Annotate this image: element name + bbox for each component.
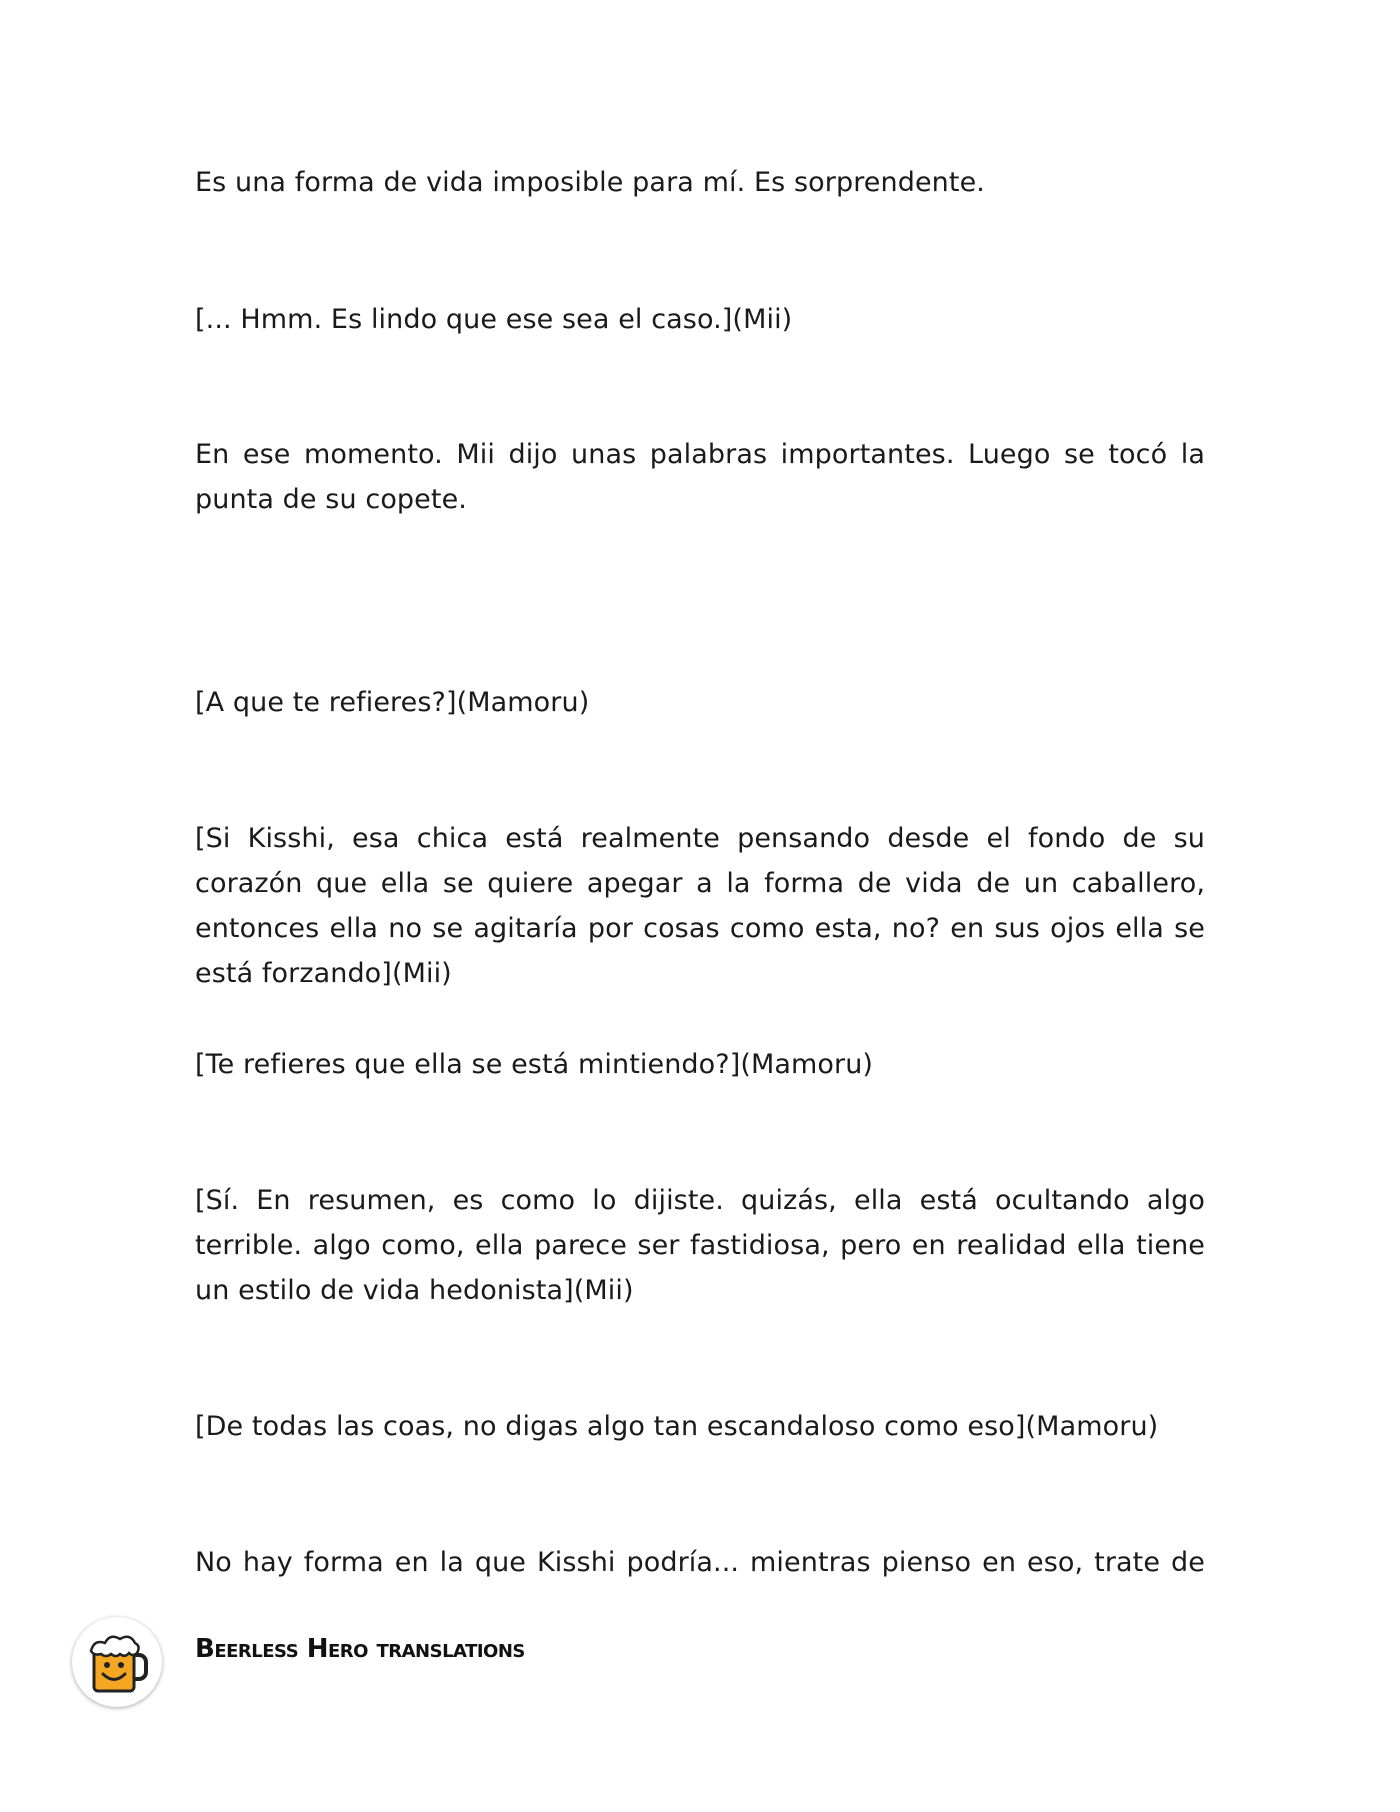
paragraph: [Si Kisshi, esa chica está realmente pensando desde el fondo de su corazón que ella se quiere apegar a la forma de vida de un caballero, entonces ella no se agitaría por cosas como esta, no? en sus ojos ella se está forzando](Mii) bbox=[195, 823, 1205, 989]
paragraph: [Sí. En resumen, es como lo dijiste. quizás, ella está ocultando algo terrible. algo como, ella parece ser fastidiosa, pero en realidad ella tiene un estilo de vida hedonista](Mii) bbox=[195, 1185, 1205, 1306]
paragraph: [De todas las coas, no digas algo tan escandaloso como eso](Mamoru) bbox=[195, 1411, 1159, 1442]
brand-name: Beerless Hero translations bbox=[195, 1634, 525, 1664]
paragraph: [Te refieres que ella se está mintiendo?](Mamoru) bbox=[195, 1049, 874, 1080]
paragraph: En ese momento. Mii dijo unas palabras importantes. Luego se tocó la punta de su copete. bbox=[195, 439, 1205, 515]
paragraph: No hay forma en la que Kisshi podría... mientras pienso en eso, trate de bbox=[195, 1547, 1205, 1578]
paragraph: [A que te refieres?](Mamoru) bbox=[195, 687, 590, 718]
beer-mug-smiley-icon bbox=[72, 1617, 162, 1707]
paragraph: [... Hmm. Es lindo que ese sea el caso.](Mii) bbox=[195, 304, 793, 335]
paragraph: Es una forma de vida imposible para mí. Es sorprendente. bbox=[195, 167, 985, 198]
